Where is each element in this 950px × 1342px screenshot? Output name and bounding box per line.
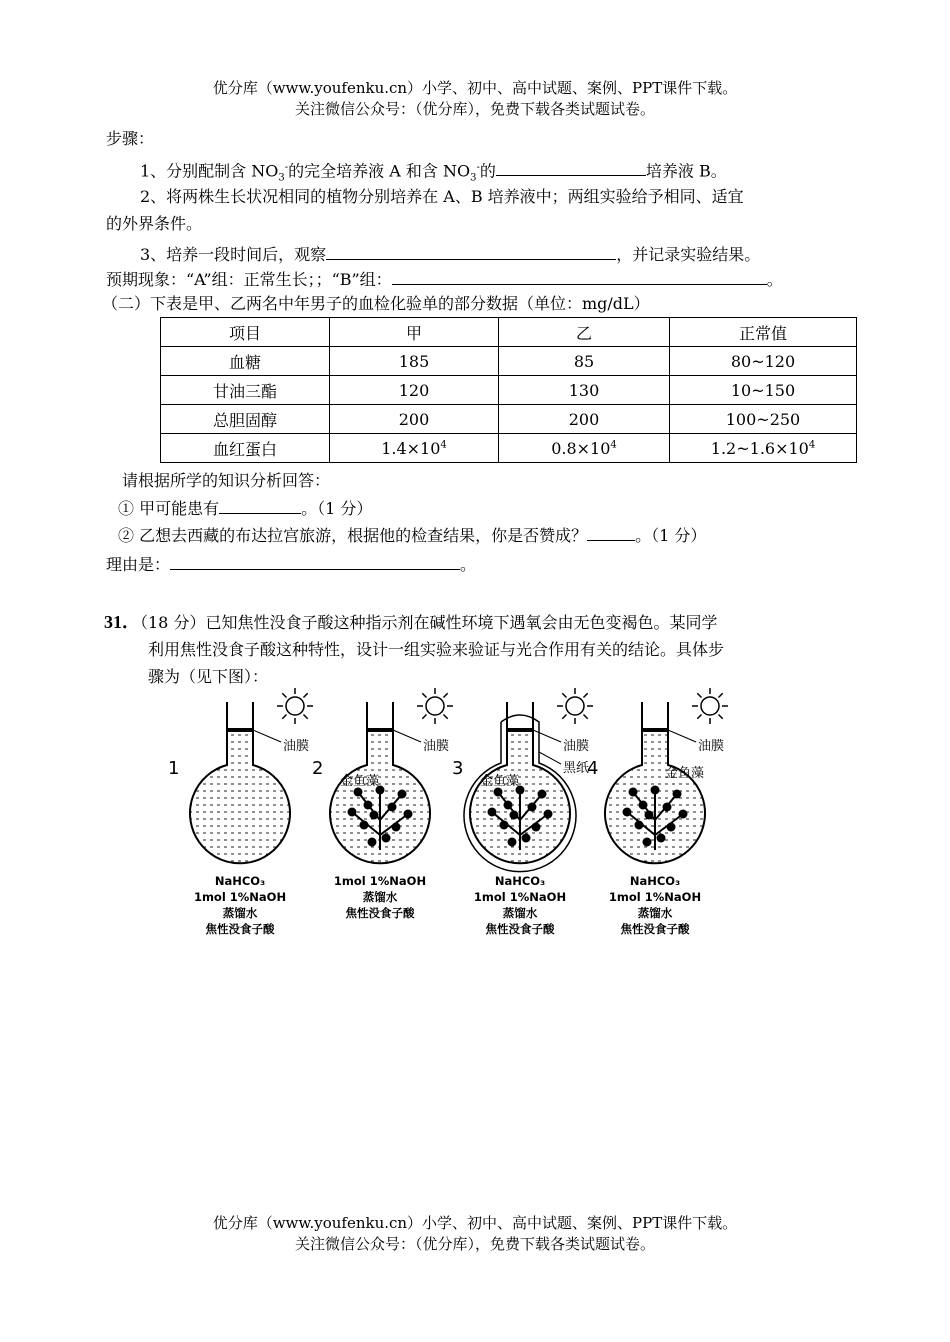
reason-label: 理由是： <box>106 555 171 574</box>
plant-label: 金鱼藻 <box>340 774 380 789</box>
exponent: 4 <box>440 439 447 451</box>
header-line-1: 优分库（www.youfenku.cn）小学、初中、高中试题、案例、PPT课件下载。 <box>212 79 738 97</box>
q31-line-3: 骤为（见下图）： <box>148 667 269 686</box>
table-cell: 185 <box>330 347 499 376</box>
prediction-text: 预期现象：“A”组：正常生长；；“B”组： <box>106 270 392 289</box>
exponent: 4 <box>808 439 816 451</box>
sun-icon-ray <box>697 693 701 697</box>
step-1 <box>140 157 727 190</box>
reagent-label: 焦性没食子酸 <box>620 922 690 936</box>
reason-line <box>106 553 476 576</box>
question-1-score: 。（1 分） <box>301 499 373 518</box>
oil-film-label: 油膜 <box>423 739 450 754</box>
step-2-line-2: 的外界条件。 <box>106 214 203 233</box>
table-cell: 100~250 <box>670 405 857 434</box>
question-1 <box>118 497 372 520</box>
sun-icon-ray <box>718 714 722 718</box>
reagent-label: 蒸馏水 <box>362 890 398 904</box>
no3-subscript: 3 <box>278 172 285 184</box>
table-cell: 血糖 <box>161 347 330 376</box>
answer-blank-2[interactable] <box>326 243 616 260</box>
step-3 <box>140 243 760 266</box>
table-cell: 200 <box>499 405 670 434</box>
black-paper-label: 黑纸 <box>563 761 590 776</box>
step-1-text-d: 培养液 B。 <box>645 161 727 181</box>
goldfish-weed-plant-leaf <box>623 808 632 817</box>
sun-icon-ray <box>562 714 566 718</box>
step-1-text-c: 的 <box>479 161 496 181</box>
sun-icon-ray <box>443 693 447 697</box>
goldfish-weed-plant-leaf <box>544 810 553 819</box>
goldfish-weed-plant-leaf <box>488 808 497 817</box>
header-cell: 正常值 <box>670 318 857 347</box>
question-1-text: ① 甲可能患有 <box>118 499 220 518</box>
flask-number: 1 <box>168 758 180 779</box>
oil-film-leader <box>668 730 696 742</box>
photosynthesis-experiment-figure <box>168 690 755 940</box>
table-cell <box>330 434 499 463</box>
reagent-label: 1mol 1%NaOH <box>473 890 567 904</box>
goldfish-weed-plant-leaf <box>392 823 401 832</box>
table-row <box>161 376 857 405</box>
answer-blank-1[interactable] <box>496 159 646 176</box>
goldfish-weed-plant-leaf <box>639 801 648 810</box>
sun-icon <box>566 697 584 715</box>
goldfish-weed-plant-leaf <box>388 803 397 812</box>
plant-label: 金鱼藻 <box>480 774 520 789</box>
table-cell: 总胆固醇 <box>161 405 330 434</box>
answer-blank-4[interactable] <box>219 497 301 514</box>
sun-icon-ray <box>282 693 286 697</box>
goldfish-weed-plant-leaf <box>663 803 672 812</box>
oil-film-leader <box>393 730 421 742</box>
reason-end: 。 <box>460 555 477 574</box>
sun-icon-ray <box>583 693 587 697</box>
reagent-label: 1mol 1%NaOH <box>333 874 427 888</box>
oil-film-label: 油膜 <box>698 739 725 754</box>
goldfish-weed-plant-leaf <box>667 823 676 832</box>
sun-icon-ray <box>718 693 722 697</box>
sun-icon-ray <box>697 714 701 718</box>
oil-film-leader <box>253 730 281 742</box>
answer-blank-5[interactable] <box>587 524 635 541</box>
table-cell: 130 <box>499 376 670 405</box>
goldfish-weed-plant-leaf <box>364 801 373 810</box>
step-1-text-a: 1、分别配制含 NO <box>140 161 279 181</box>
oil-film <box>367 728 393 732</box>
no3-superscript-2: - <box>476 162 480 173</box>
reagent-label: 蒸馏水 <box>222 906 258 920</box>
question-2 <box>118 524 706 547</box>
goldfish-weed-plant-leaf <box>679 810 688 819</box>
oil-film-leader <box>533 730 561 742</box>
black-paper-leader <box>539 752 561 764</box>
normal-hemoglobin: 1.2~1.6×10 <box>710 438 809 458</box>
oil-film-label: 油膜 <box>563 739 590 754</box>
goldfish-weed-plant-leaf <box>643 838 652 847</box>
table-cell <box>670 434 857 463</box>
step-3-text-b: ，并记录实验结果。 <box>616 245 761 264</box>
goldfish-weed-plant-leaf <box>368 838 377 847</box>
sun-icon-ray <box>422 714 426 718</box>
reagent-label: 蒸馏水 <box>502 906 538 920</box>
steps-title: 步骤： <box>106 129 155 148</box>
reagent-label: NaHCO₃ <box>494 874 546 888</box>
exponent: 4 <box>610 439 617 451</box>
goldfish-weed-plant-leaf <box>645 811 654 820</box>
part2-intro: （二）下表是甲、乙两名中年男子的血检化验单的部分数据（单位：mg/dL） <box>102 294 650 313</box>
goldfish-weed-plant-leaf <box>398 790 407 799</box>
oil-film <box>227 728 253 732</box>
reagent-label: 焦性没食子酸 <box>485 922 555 936</box>
goldfish-weed-plant-leaf <box>651 786 660 795</box>
goldfish-weed-plant-leaf <box>673 790 682 799</box>
q31-line-2: 利用焦性没食子酸这种特性，设计一组实验来验证与光合作用有关的结论。具体步 <box>148 640 725 659</box>
no3-superscript: - <box>284 162 289 173</box>
sun-icon <box>286 697 304 715</box>
flask-liquid <box>190 732 290 863</box>
table-cell: 甘油三酯 <box>161 376 330 405</box>
goldfish-weed-plant-leaf <box>504 801 513 810</box>
goldfish-weed-plant-leaf <box>360 821 369 830</box>
table-cell: 85 <box>499 347 670 376</box>
goldfish-weed-plant-leaf <box>510 811 519 820</box>
table-cell: 80~120 <box>670 347 857 376</box>
reagent-label: NaHCO₃ <box>214 874 266 888</box>
jia-hemoglobin: 1.4×10 <box>381 438 441 458</box>
plant-label: 金鱼藻 <box>665 766 705 781</box>
reagent-label: 1mol 1%NaOH <box>608 890 702 904</box>
table-cell <box>499 434 670 463</box>
sun-icon <box>701 697 719 715</box>
step-1-text-b: 的完全培养液 A 和含 NO <box>288 161 471 181</box>
goldfish-weed-plant-leaf <box>382 834 391 843</box>
goldfish-weed-plant-leaf <box>629 788 638 797</box>
sun-icon-ray <box>422 693 426 697</box>
goldfish-weed-plant-leaf <box>522 834 531 843</box>
sun-icon-ray <box>443 714 447 718</box>
reagent-label: 蒸馏水 <box>637 906 673 920</box>
q31-line-1 <box>104 611 717 634</box>
question-2-text: ② 乙想去西藏的布达拉宫旅游，根据他的检查结果，你是否赞成？ <box>118 526 588 545</box>
flask-number: 4 <box>587 758 599 779</box>
reagent-label: 焦性没食子酸 <box>345 906 415 920</box>
sun-icon-ray <box>562 693 566 697</box>
prediction-end: 。 <box>766 270 783 289</box>
goldfish-weed-plant-leaf <box>348 808 357 817</box>
question-2-score: 。（1 分） <box>635 526 707 545</box>
answer-blank-3[interactable] <box>392 268 767 285</box>
blood-test-table <box>160 317 857 463</box>
goldfish-weed-plant-leaf <box>657 834 666 843</box>
sun-icon-ray <box>282 714 286 718</box>
oil-film <box>642 728 668 732</box>
goldfish-weed-plant-leaf <box>370 811 379 820</box>
sun-icon-ray <box>583 714 587 718</box>
reagent-label: 焦性没食子酸 <box>205 922 275 936</box>
prediction <box>106 268 783 291</box>
goldfish-weed-plant-leaf <box>635 821 644 830</box>
header-line-2: 关注微信公众号：（优分库），免费下载各类试题试卷。 <box>294 100 655 118</box>
reagent-label: NaHCO₃ <box>629 874 681 888</box>
header-cell: 项目 <box>161 318 330 347</box>
reagent-label: 1mol 1%NaOH <box>193 890 287 904</box>
step-3-text-a: 3、培养一段时间后，观察 <box>140 245 327 264</box>
oil-film-label: 油膜 <box>283 739 310 754</box>
answer-blank-6[interactable] <box>170 553 460 570</box>
q31-text-1: （18 分）已知焦性没食子酸这种指示剂在碱性环境下遇氧会由无色变褐色。某同学 <box>140 613 718 632</box>
goldfish-weed-plant-leaf <box>404 810 413 819</box>
goldfish-weed-plant-leaf <box>528 803 537 812</box>
analysis-prompt: 请根据所学的知识分析回答： <box>122 471 331 490</box>
footer-line-1: 优分库（www.youfenku.cn）小学、初中、高中试题、案例、PPT课件下载。 <box>212 1214 738 1232</box>
sun-icon-ray <box>303 693 307 697</box>
goldfish-weed-plant-leaf <box>508 838 517 847</box>
oil-film <box>507 728 533 732</box>
table-header-row <box>161 318 857 347</box>
table-cell: 200 <box>330 405 499 434</box>
yi-hemoglobin: 0.8×10 <box>551 438 611 458</box>
table-row <box>161 434 857 463</box>
sun-icon-ray <box>303 714 307 718</box>
goldfish-weed-plant-leaf <box>532 823 541 832</box>
no3-subscript-2: 3 <box>470 172 477 184</box>
table-cell: 120 <box>330 376 499 405</box>
header-cell: 甲 <box>330 318 499 347</box>
table-row <box>161 347 857 376</box>
header-cell: 乙 <box>499 318 670 347</box>
question-number: 31． <box>104 612 140 632</box>
table-cell: 10~150 <box>670 376 857 405</box>
table-row <box>161 405 857 434</box>
table-cell: 血红蛋白 <box>161 434 330 463</box>
sun-icon <box>426 697 444 715</box>
goldfish-weed-plant-leaf <box>538 790 547 799</box>
goldfish-weed-plant-leaf <box>500 821 509 830</box>
footer-line-2: 关注微信公众号：（优分库），免费下载各类试题试卷。 <box>294 1235 655 1253</box>
step-2-line-1: 2、将两株生长状况相同的植物分别培养在 A、B 培养液中；两组实验给予相同、适宜 <box>140 187 744 206</box>
flask-number: 3 <box>452 758 464 779</box>
flask-number: 2 <box>312 758 324 779</box>
